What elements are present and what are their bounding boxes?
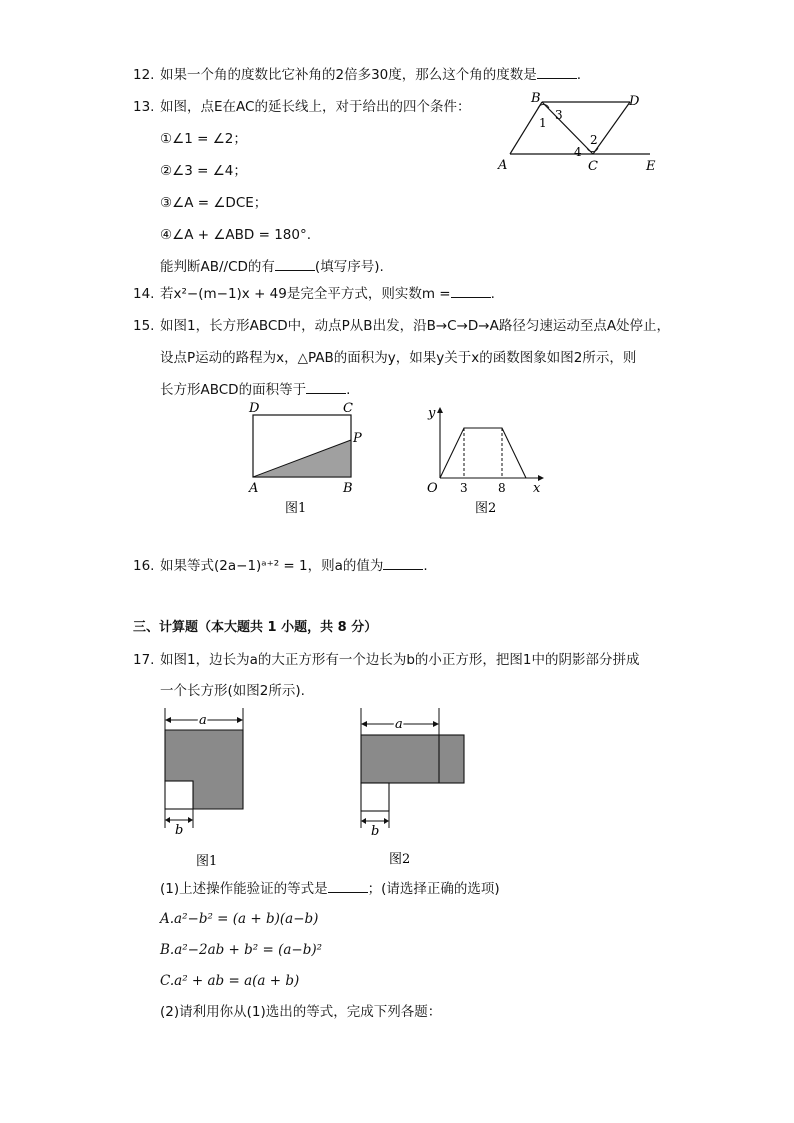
label-A: A — [498, 158, 508, 173]
caption-fig2: 图2 — [389, 852, 411, 867]
label-b: b — [175, 823, 184, 838]
label-P: P — [353, 431, 362, 446]
label-O: O — [427, 481, 438, 496]
label-C: C — [343, 401, 353, 416]
question-17-part1: (1)上述操作能验证的等式是 ；(请选择正确的选项) — [160, 881, 500, 897]
question-12: 12. 如果一个角的度数比它补角的2倍多30度，那么这个角的度数是 . — [133, 67, 582, 83]
figure-15-1 — [245, 398, 370, 518]
answer-blank[interactable] — [275, 258, 315, 271]
option-B: B.a²−2ab + b² = (a−b)² — [160, 942, 323, 958]
label-y: y — [428, 406, 436, 421]
tick-8: 8 — [498, 481, 506, 495]
question-16: 16. 如果等式(2a−1)ᵃ⁺² = 1，则a的值为 . — [133, 558, 428, 574]
caption-fig2: 图2 — [475, 501, 497, 516]
label-C: C — [588, 159, 598, 174]
condition-4: ④∠A + ∠ABD = 180°. — [160, 227, 312, 243]
label-3: 3 — [555, 108, 563, 122]
label-B: B — [343, 481, 353, 496]
answer-blank[interactable] — [328, 880, 368, 893]
label-D: D — [249, 401, 260, 416]
question-15: 15. 如图1，长方形ABCD中，动点P从B出发，沿B→C→D→A路径匀速运动至点A处停止， — [133, 318, 671, 334]
option-C: C.a² + ab = a(a + b) — [160, 973, 300, 989]
figure-15-2 — [422, 402, 552, 518]
question-15-line3: 长方形ABCD的面积等于 . — [160, 382, 351, 398]
section-3-title: 三、计算题（本大题共 1 小题，共 8 分） — [133, 620, 378, 635]
question-15-line2: 设点P运动的路程为x，△PAB的面积为y，如果y关于x的函数图象如图2所示，则 — [160, 350, 637, 366]
answer-blank[interactable] — [306, 381, 346, 394]
tick-3: 3 — [460, 481, 468, 495]
question-14: 14. 若x²−(m−1)x + 49是完全平方式，则实数m = . — [133, 286, 495, 302]
label-A: A — [249, 481, 259, 496]
label-B: B — [531, 91, 541, 106]
answer-blank[interactable] — [383, 557, 423, 570]
label-b: b — [371, 824, 380, 839]
caption-fig1: 图1 — [285, 501, 307, 516]
label-a: a — [395, 717, 403, 732]
figure-17-2 — [356, 708, 471, 868]
question-13: 13. 如图，点E在AC的延长线上，对于给出的四个条件： — [133, 99, 471, 115]
label-E: E — [646, 159, 656, 174]
label-1: 1 — [539, 116, 547, 130]
label-x: x — [533, 481, 541, 496]
condition-3: ③∠A = ∠DCE； — [160, 195, 268, 211]
label-4: 4 — [574, 145, 582, 159]
label-D: D — [629, 94, 640, 109]
condition-1: ①∠1 = ∠2； — [160, 131, 247, 147]
answer-blank[interactable] — [537, 66, 577, 79]
answer-blank[interactable] — [451, 285, 491, 298]
condition-2: ②∠3 = ∠4； — [160, 163, 247, 179]
label-2: 2 — [590, 133, 598, 147]
label-a: a — [199, 713, 207, 728]
question-13-ask: 能判断AB//CD的有 (填写序号). — [160, 259, 384, 275]
question-17-part2: (2)请利用你从(1)选出的等式，完成下列各题： — [160, 1004, 442, 1020]
question-17-line2: 一个长方形(如图2所示). — [160, 683, 305, 699]
option-A: A.a²−b² = (a + b)(a−b) — [160, 911, 319, 927]
figure-17-1 — [160, 708, 250, 873]
figure-13 — [495, 92, 665, 177]
caption-fig1: 图1 — [196, 854, 218, 869]
question-17: 17. 如图1，边长为a的大正方形有一个边长为b的小正方形，把图1中的阴影部分拼成 — [133, 652, 640, 668]
